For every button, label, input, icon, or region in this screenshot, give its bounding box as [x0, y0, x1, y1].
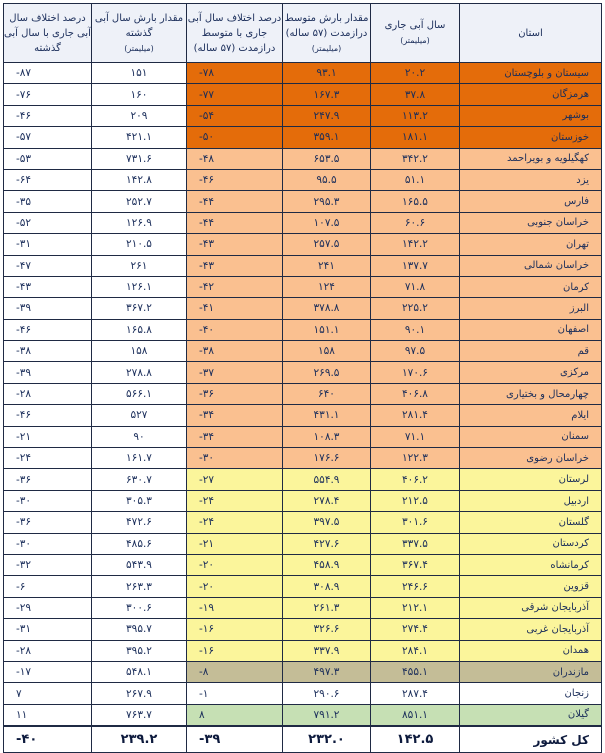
cell-last-year: ۱۶۵.۸: [92, 319, 187, 340]
table-row: [4, 661, 602, 682]
cell-last-year: ۳۶۷.۲: [92, 298, 187, 319]
header-current: [371, 4, 460, 63]
cell-pct-vs-last: -۲۸: [4, 640, 92, 661]
cell-pct-vs-last: -۴۷: [4, 255, 92, 276]
cell-current: ۴۰۶.۲: [371, 469, 460, 490]
header-province-label: استان: [518, 27, 543, 39]
cell-avg57: ۳۳۷.۹: [283, 640, 371, 661]
cell-pct-vs-avg: -۴۶: [187, 169, 283, 190]
header-pct-vs-avg: [187, 4, 283, 63]
table-row: [4, 169, 602, 190]
cell-last-year: ۳۰۰.۶: [92, 597, 187, 618]
cell-pct-vs-avg: -۵۴: [187, 105, 283, 126]
cell-last-year: ۲۱۰.۵: [92, 234, 187, 255]
cell-last-year: ۵۴۸.۱: [92, 661, 187, 682]
cell-province: البرز: [460, 298, 602, 319]
cell-pct-vs-last: -۲۹: [4, 597, 92, 618]
cell-avg57: ۳۷۸.۸: [283, 298, 371, 319]
cell-pct-vs-avg: -۲۴: [187, 512, 283, 533]
cell-pct-vs-last: -۳۱: [4, 234, 92, 255]
total-row: [4, 726, 602, 753]
cell-last-year: ۲۵۲.۷: [92, 191, 187, 212]
header-current-label: سال آبی جاری: [384, 20, 446, 31]
total-last-year: ۲۳۹.۲: [92, 726, 187, 753]
cell-pct-vs-avg: -۴۰: [187, 319, 283, 340]
cell-province: سیستان و بلوچستان: [460, 63, 602, 84]
cell-current: ۲۲۵.۲: [371, 298, 460, 319]
cell-last-year: ۳۰۵.۳: [92, 490, 187, 511]
cell-pct-vs-avg: -۵۰: [187, 127, 283, 148]
cell-province: هرمزگان: [460, 84, 602, 105]
cell-current: ۳۳۷.۵: [371, 533, 460, 554]
cell-province: بوشهر: [460, 105, 602, 126]
cell-pct-vs-last: -۷۶: [4, 84, 92, 105]
cell-pct-vs-avg: -۱: [187, 683, 283, 704]
table-row: [4, 255, 602, 276]
cell-current: ۷۱.۱: [371, 426, 460, 447]
cell-avg57: ۱۶۷.۳: [283, 84, 371, 105]
cell-current: ۱۶۵.۵: [371, 191, 460, 212]
cell-avg57: ۳۹۷.۵: [283, 512, 371, 533]
cell-pct-vs-avg: -۱۹: [187, 597, 283, 618]
cell-last-year: ۳۹۵.۲: [92, 640, 187, 661]
cell-pct-vs-last: -۲۸: [4, 383, 92, 404]
cell-avg57: ۹۵.۵: [283, 169, 371, 190]
cell-province: آذربایجان غربی: [460, 619, 602, 640]
table-row: [4, 554, 602, 575]
cell-avg57: ۱۲۴: [283, 276, 371, 297]
cell-current: ۹۰.۱: [371, 319, 460, 340]
cell-pct-vs-last: -۴۶: [4, 405, 92, 426]
cell-pct-vs-avg: -۳۶: [187, 383, 283, 404]
cell-avg57: ۶۴۰: [283, 383, 371, 404]
table-row: [4, 212, 602, 233]
cell-pct-vs-last: ۱۱: [4, 704, 92, 726]
cell-pct-vs-last: -۲۴: [4, 448, 92, 469]
cell-province: گلستان: [460, 512, 602, 533]
cell-pct-vs-last: -۵۷: [4, 127, 92, 148]
cell-avg57: ۳۵۹.۱: [283, 127, 371, 148]
cell-province: فارس: [460, 191, 602, 212]
cell-province: اصفهان: [460, 319, 602, 340]
cell-pct-vs-avg: -۷۸: [187, 63, 283, 84]
cell-last-year: ۵۶۶.۱: [92, 383, 187, 404]
rainfall-table-container: [3, 3, 601, 753]
cell-pct-vs-avg: -۴۲: [187, 276, 283, 297]
table-row: [4, 383, 602, 404]
total-pct-vs-last: -۴۰: [4, 726, 92, 753]
cell-current: ۱۱۳.۲: [371, 105, 460, 126]
cell-province: تهران: [460, 234, 602, 255]
cell-current: ۴۰۶.۸: [371, 383, 460, 404]
cell-pct-vs-avg: -۳۴: [187, 426, 283, 447]
cell-avg57: ۳۰۸.۹: [283, 576, 371, 597]
cell-pct-vs-last: -۳۸: [4, 341, 92, 362]
cell-last-year: ۱۶۱.۷: [92, 448, 187, 469]
cell-pct-vs-last: -۸۷: [4, 63, 92, 84]
cell-pct-vs-avg: -۷۷: [187, 84, 283, 105]
cell-current: ۳۴۲.۲: [371, 148, 460, 169]
cell-pct-vs-last: -۳۰: [4, 490, 92, 511]
cell-province: خراسان جنوبی: [460, 212, 602, 233]
cell-avg57: ۱۰۷.۵: [283, 212, 371, 233]
cell-current: ۱۲۲.۳: [371, 448, 460, 469]
cell-current: ۸۵۱.۱: [371, 704, 460, 726]
cell-pct-vs-avg: -۲۱: [187, 533, 283, 554]
cell-province: آذربایجان شرقی: [460, 597, 602, 618]
cell-pct-vs-avg: -۴۳: [187, 234, 283, 255]
cell-last-year: ۲۰۹: [92, 105, 187, 126]
cell-last-year: ۲۶۷.۹: [92, 683, 187, 704]
cell-pct-vs-last: -۴۳: [4, 276, 92, 297]
cell-pct-vs-last: -۳۹: [4, 298, 92, 319]
cell-avg57: ۶۵۳.۵: [283, 148, 371, 169]
table-row: [4, 191, 602, 212]
table-body: [4, 63, 602, 727]
cell-pct-vs-avg: -۲۷: [187, 469, 283, 490]
cell-last-year: ۲۶۳.۳: [92, 576, 187, 597]
cell-province: چهارمحال و بختیاری: [460, 383, 602, 404]
cell-last-year: ۱۵۸: [92, 341, 187, 362]
header-province: [460, 4, 602, 63]
table-row: [4, 319, 602, 340]
cell-pct-vs-last: -۳۹: [4, 362, 92, 383]
cell-last-year: ۶۳۰.۷: [92, 469, 187, 490]
cell-current: ۲۰.۲: [371, 63, 460, 84]
header-avg57: [283, 4, 371, 63]
cell-current: ۱۳۷.۷: [371, 255, 460, 276]
cell-last-year: ۴۷۲.۶: [92, 512, 187, 533]
table-row: [4, 105, 602, 126]
cell-current: ۴۵۵.۱: [371, 661, 460, 682]
cell-pct-vs-avg: -۴۱: [187, 298, 283, 319]
cell-current: ۳۰۱.۶: [371, 512, 460, 533]
cell-pct-vs-avg: -۳۴: [187, 405, 283, 426]
table-row: [4, 341, 602, 362]
cell-last-year: ۵۲۷: [92, 405, 187, 426]
cell-last-year: ۴۸۵.۶: [92, 533, 187, 554]
cell-province: مرکزی: [460, 362, 602, 383]
cell-avg57: ۲۷۸.۴: [283, 490, 371, 511]
cell-pct-vs-avg: -۴۳: [187, 255, 283, 276]
cell-province: یزد: [460, 169, 602, 190]
cell-current: ۵۱.۱: [371, 169, 460, 190]
cell-pct-vs-last: -۵۳: [4, 148, 92, 169]
cell-last-year: ۱۲۶.۹: [92, 212, 187, 233]
cell-current: ۷۱.۸: [371, 276, 460, 297]
cell-avg57: ۴۵۸.۹: [283, 554, 371, 575]
cell-pct-vs-avg: -۸: [187, 661, 283, 682]
cell-last-year: ۹۰: [92, 426, 187, 447]
total-current: ۱۴۲.۵: [371, 726, 460, 753]
cell-pct-vs-avg: -۳۰: [187, 448, 283, 469]
cell-last-year: ۳۹۵.۷: [92, 619, 187, 640]
table-row: [4, 148, 602, 169]
cell-pct-vs-last: -۶۴: [4, 169, 92, 190]
table-row: [4, 405, 602, 426]
cell-current: ۳۶۷.۴: [371, 554, 460, 575]
cell-pct-vs-avg: -۱۶: [187, 619, 283, 640]
cell-pct-vs-last: -۱۷: [4, 661, 92, 682]
cell-province: کردستان: [460, 533, 602, 554]
cell-avg57: ۵۵۴.۹: [283, 469, 371, 490]
cell-avg57: ۹۳.۱: [283, 63, 371, 84]
table-row: [4, 63, 602, 84]
cell-current: ۲۱۲.۵: [371, 490, 460, 511]
cell-province: کهگیلویه و بویراحمد: [460, 148, 602, 169]
cell-province: مازندران: [460, 661, 602, 682]
cell-province: قم: [460, 341, 602, 362]
cell-last-year: ۱۲۶.۱: [92, 276, 187, 297]
cell-avg57: ۲۴۱: [283, 255, 371, 276]
cell-pct-vs-avg: ۸: [187, 704, 283, 726]
cell-avg57: ۱۷۶.۶: [283, 448, 371, 469]
cell-pct-vs-avg: -۳۷: [187, 362, 283, 383]
cell-province: خوزستان: [460, 127, 602, 148]
table-row: [4, 490, 602, 511]
cell-current: ۲۸۷.۴: [371, 683, 460, 704]
header-avg57-unit: (میلیمتر): [311, 43, 342, 53]
header-last-year-unit: (میلیمتر): [124, 43, 154, 53]
cell-avg57: ۲۶۹.۵: [283, 362, 371, 383]
cell-pct-vs-last: ۷: [4, 683, 92, 704]
cell-pct-vs-last: -۳۱: [4, 619, 92, 640]
cell-pct-vs-avg: -۲۰: [187, 554, 283, 575]
cell-province: همدان: [460, 640, 602, 661]
cell-current: ۲۸۱.۴: [371, 405, 460, 426]
cell-pct-vs-last: -۳۵: [4, 191, 92, 212]
cell-last-year: ۷۳۱.۶: [92, 148, 187, 169]
header-pct-vs-last-label: درصد اختلاف سال آبی جاری با سال آبی گذشته: [4, 12, 91, 54]
header-current-unit: (میلیمتر): [400, 36, 430, 45]
cell-pct-vs-avg: -۱۶: [187, 640, 283, 661]
table-row: [4, 619, 602, 640]
cell-province: کرمانشاه: [460, 554, 602, 575]
cell-pct-vs-avg: -۲۴: [187, 490, 283, 511]
table-row: [4, 127, 602, 148]
cell-province: قزوین: [460, 576, 602, 597]
header-pct-vs-avg-label: درصد اختلاف سال آبی جاری با متوسط درازمدت (۵۷ ساله): [187, 12, 282, 54]
table-row: [4, 276, 602, 297]
cell-province: زنجان: [460, 683, 602, 704]
cell-avg57: ۱۵۸: [283, 341, 371, 362]
cell-pct-vs-last: -۶: [4, 576, 92, 597]
cell-pct-vs-avg: -۳۸: [187, 341, 283, 362]
cell-avg57: ۲۹۵.۳: [283, 191, 371, 212]
total-avg57: ۲۳۲.۰: [283, 726, 371, 753]
cell-pct-vs-avg: -۲۰: [187, 576, 283, 597]
table-row: [4, 533, 602, 554]
cell-province: گیلان: [460, 704, 602, 726]
cell-current: ۹۷.۵: [371, 341, 460, 362]
cell-pct-vs-last: -۵۲: [4, 212, 92, 233]
table-row: [4, 512, 602, 533]
cell-pct-vs-avg: -۴۸: [187, 148, 283, 169]
table-row: [4, 683, 602, 704]
cell-avg57: ۴۹۷.۳: [283, 661, 371, 682]
cell-pct-vs-last: -۲۱: [4, 426, 92, 447]
cell-province: کرمان: [460, 276, 602, 297]
cell-current: ۱۸۱.۱: [371, 127, 460, 148]
table-row: [4, 704, 602, 726]
cell-province: خراسان رضوی: [460, 448, 602, 469]
cell-last-year: ۷۶۳.۷: [92, 704, 187, 726]
cell-current: ۶۰.۶: [371, 212, 460, 233]
rainfall-table: [3, 3, 602, 753]
header-pct-vs-last: [4, 4, 92, 63]
cell-last-year: ۱۵۱: [92, 63, 187, 84]
table-row: [4, 234, 602, 255]
cell-current: ۱۴۲.۲: [371, 234, 460, 255]
header-last-year: [92, 4, 187, 63]
cell-avg57: ۴۲۷.۶: [283, 533, 371, 554]
header-row: [4, 4, 602, 63]
cell-current: ۳۷.۸: [371, 84, 460, 105]
cell-province: لرستان: [460, 469, 602, 490]
cell-current: ۲۱۲.۱: [371, 597, 460, 618]
table-row: [4, 640, 602, 661]
cell-province: خراسان شمالی: [460, 255, 602, 276]
cell-last-year: ۵۴۳.۹: [92, 554, 187, 575]
cell-current: ۲۷۴.۴: [371, 619, 460, 640]
cell-pct-vs-last: -۳۲: [4, 554, 92, 575]
cell-pct-vs-avg: -۴۴: [187, 212, 283, 233]
cell-avg57: ۲۹۰.۶: [283, 683, 371, 704]
cell-last-year: ۱۴۲.۸: [92, 169, 187, 190]
cell-avg57: ۲۵۷.۵: [283, 234, 371, 255]
cell-province: سمنان: [460, 426, 602, 447]
cell-avg57: ۱۰۸.۳: [283, 426, 371, 447]
cell-avg57: ۷۹۱.۲: [283, 704, 371, 726]
table-row: [4, 469, 602, 490]
cell-current: ۱۷۰.۶: [371, 362, 460, 383]
cell-last-year: ۲۷۸.۸: [92, 362, 187, 383]
cell-current: ۲۴۶.۶: [371, 576, 460, 597]
cell-province: اردبیل: [460, 490, 602, 511]
cell-pct-vs-last: -۳۶: [4, 512, 92, 533]
cell-avg57: ۴۳۱.۱: [283, 405, 371, 426]
cell-avg57: ۲۶۱.۳: [283, 597, 371, 618]
cell-pct-vs-avg: -۴۴: [187, 191, 283, 212]
table-row: [4, 362, 602, 383]
total-label: کل کشور: [460, 726, 602, 753]
cell-last-year: ۲۶۱: [92, 255, 187, 276]
table-row: [4, 298, 602, 319]
cell-avg57: ۱۵۱.۱: [283, 319, 371, 340]
cell-avg57: ۲۴۷.۹: [283, 105, 371, 126]
cell-last-year: ۴۲۱.۱: [92, 127, 187, 148]
cell-pct-vs-last: -۴۶: [4, 319, 92, 340]
table-row: [4, 576, 602, 597]
total-pct-vs-avg: -۳۹: [187, 726, 283, 753]
table-row: [4, 426, 602, 447]
table-row: [4, 84, 602, 105]
header-last-year-label: مقدار بارش سال آبی گذشته: [94, 12, 184, 39]
cell-province: ایلام: [460, 405, 602, 426]
cell-current: ۲۸۴.۱: [371, 640, 460, 661]
cell-avg57: ۳۲۶.۶: [283, 619, 371, 640]
header-avg57-label: مقدار بارش متوسط درازمدت (۵۷ ساله): [284, 12, 369, 39]
table-row: [4, 597, 602, 618]
cell-pct-vs-last: -۳۰: [4, 533, 92, 554]
table-row: [4, 448, 602, 469]
cell-pct-vs-last: -۴۶: [4, 105, 92, 126]
cell-pct-vs-last: -۳۶: [4, 469, 92, 490]
cell-last-year: ۱۶۰: [92, 84, 187, 105]
